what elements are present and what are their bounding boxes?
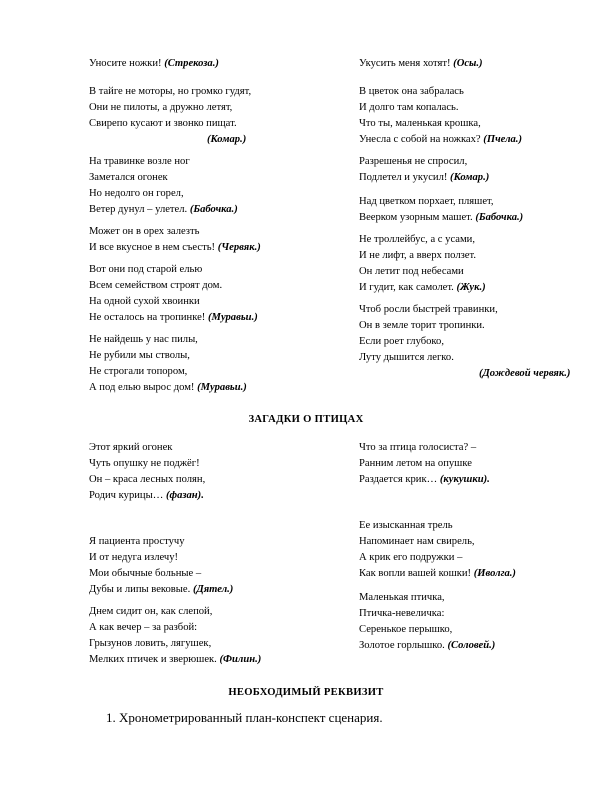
- birds-heading: ЗАГАДКИ О ПТИЦАХ: [248, 414, 364, 425]
- riddle-answer: (Муравьи.): [208, 312, 258, 323]
- riddle: Я пациента простучу И от недуга излечу! Мои обычные больные – Дубы и липы вековые. (Дятел.): [89, 536, 234, 595]
- riddle-answer: (Соловей.): [447, 640, 496, 651]
- riddle: Может он в орех залезть И все вкусное в нем съесть! (Червяк.): [89, 226, 261, 253]
- riddle: Днем сидит он, как слепой, А как вечер – за разбой: Грызунов ловить, лягушек, Мелких птичек и зверюшек. (Филин.): [89, 606, 262, 665]
- riddle: Что за птица голосиста? – Ранним летом на опушке Раздается крик… (кукушки).: [359, 442, 490, 485]
- riddle-answer: (Комар.): [207, 134, 247, 145]
- requisite-item: 1. Хронометрированный план-конспект сценария.: [106, 710, 383, 725]
- riddle-answer: (фазан).: [165, 490, 204, 501]
- riddle: В цветок она забралась И долго там копалась. Что ты, маленькая крошка, Унесла с собой на ножках? (Пчела.): [359, 86, 522, 145]
- riddle: Разрешенья не спросил, Подлетел и укусил! (Комар.): [359, 156, 490, 183]
- riddle-answer: (Жук.): [456, 282, 486, 293]
- riddle-answer: (Стрекоза.): [164, 58, 219, 69]
- riddle: Этот яркий огонек Чуть опушку не поджёг! Он – краса лесных полян, Родич курицы… (фазан).: [89, 442, 206, 501]
- riddle: Укусить меня хотят! (Осы.): [359, 58, 483, 69]
- riddle-answer: (Осы.): [453, 58, 483, 69]
- riddle-answer: (Бабочка.): [189, 204, 238, 215]
- riddle-answer: (Муравьи.): [197, 382, 247, 393]
- riddle-answer: (Дятел.): [192, 584, 234, 595]
- requisite-heading: НЕОБХОДИМЫЙ РЕКВИЗИТ: [228, 687, 384, 698]
- riddle-answer: (Иволга.): [473, 568, 516, 579]
- riddle: Чтоб росли быстрей травинки, Он в земле торит тропинки. Если роет глубоко, Луту дышится легко. (Дождевой червяк.): [359, 302, 599, 382]
- riddle: Над цветком порхает, пляшет, Веерком узорным машет. (Бабочка.): [359, 196, 524, 223]
- riddle: Не троллейбус, а с усами, И не лифт, а вверх ползет. Он летит под небесами И гудит, как самолет. (Жук.): [359, 234, 486, 293]
- riddle-answer: (Комар.): [450, 172, 490, 183]
- riddle-answer: (Бабочка.): [475, 212, 524, 223]
- riddle-answer: (Червяк.): [217, 242, 261, 253]
- riddle: Вот они под старой елью Всем семейством строят дом. На одной сухой хвоинки Не осталось на тропинке! (Муравьи.): [89, 264, 258, 323]
- riddle: Маленькая птичка, Птичка-невеличка: Серенькое перышко, Золотое горлышко. (Соловей.): [359, 592, 496, 651]
- riddle: Не найдешь у нас пилы, Не рубили мы стволы, Не строгали топором, А под елью вырос дом! (Муравьи.): [89, 334, 247, 393]
- riddle: Ее изысканная трель Напоминает нам свирель, А крик его подружки – Как вопли вашей кошки! (Иволга.): [359, 520, 516, 579]
- riddle-answer: (Филин.): [219, 654, 262, 665]
- riddle: Уносите ножки! (Стрекоза.): [89, 58, 219, 69]
- riddle: В тайге не моторы, но громко гудят, Они не пилоты, а дружно летят, Свирепо кусают и звонко пищат. (Комар.): [89, 84, 329, 148]
- riddle-answer: (Дождевой червяк.): [479, 368, 571, 379]
- riddle: На травинке возле ног Заметался огонек Но недолго он горел, Ветер дунул – улетел. (Бабочка.): [89, 156, 238, 215]
- riddle-answer: (Пчела.): [483, 134, 522, 145]
- riddle-answer: (кукушки).: [439, 474, 490, 485]
